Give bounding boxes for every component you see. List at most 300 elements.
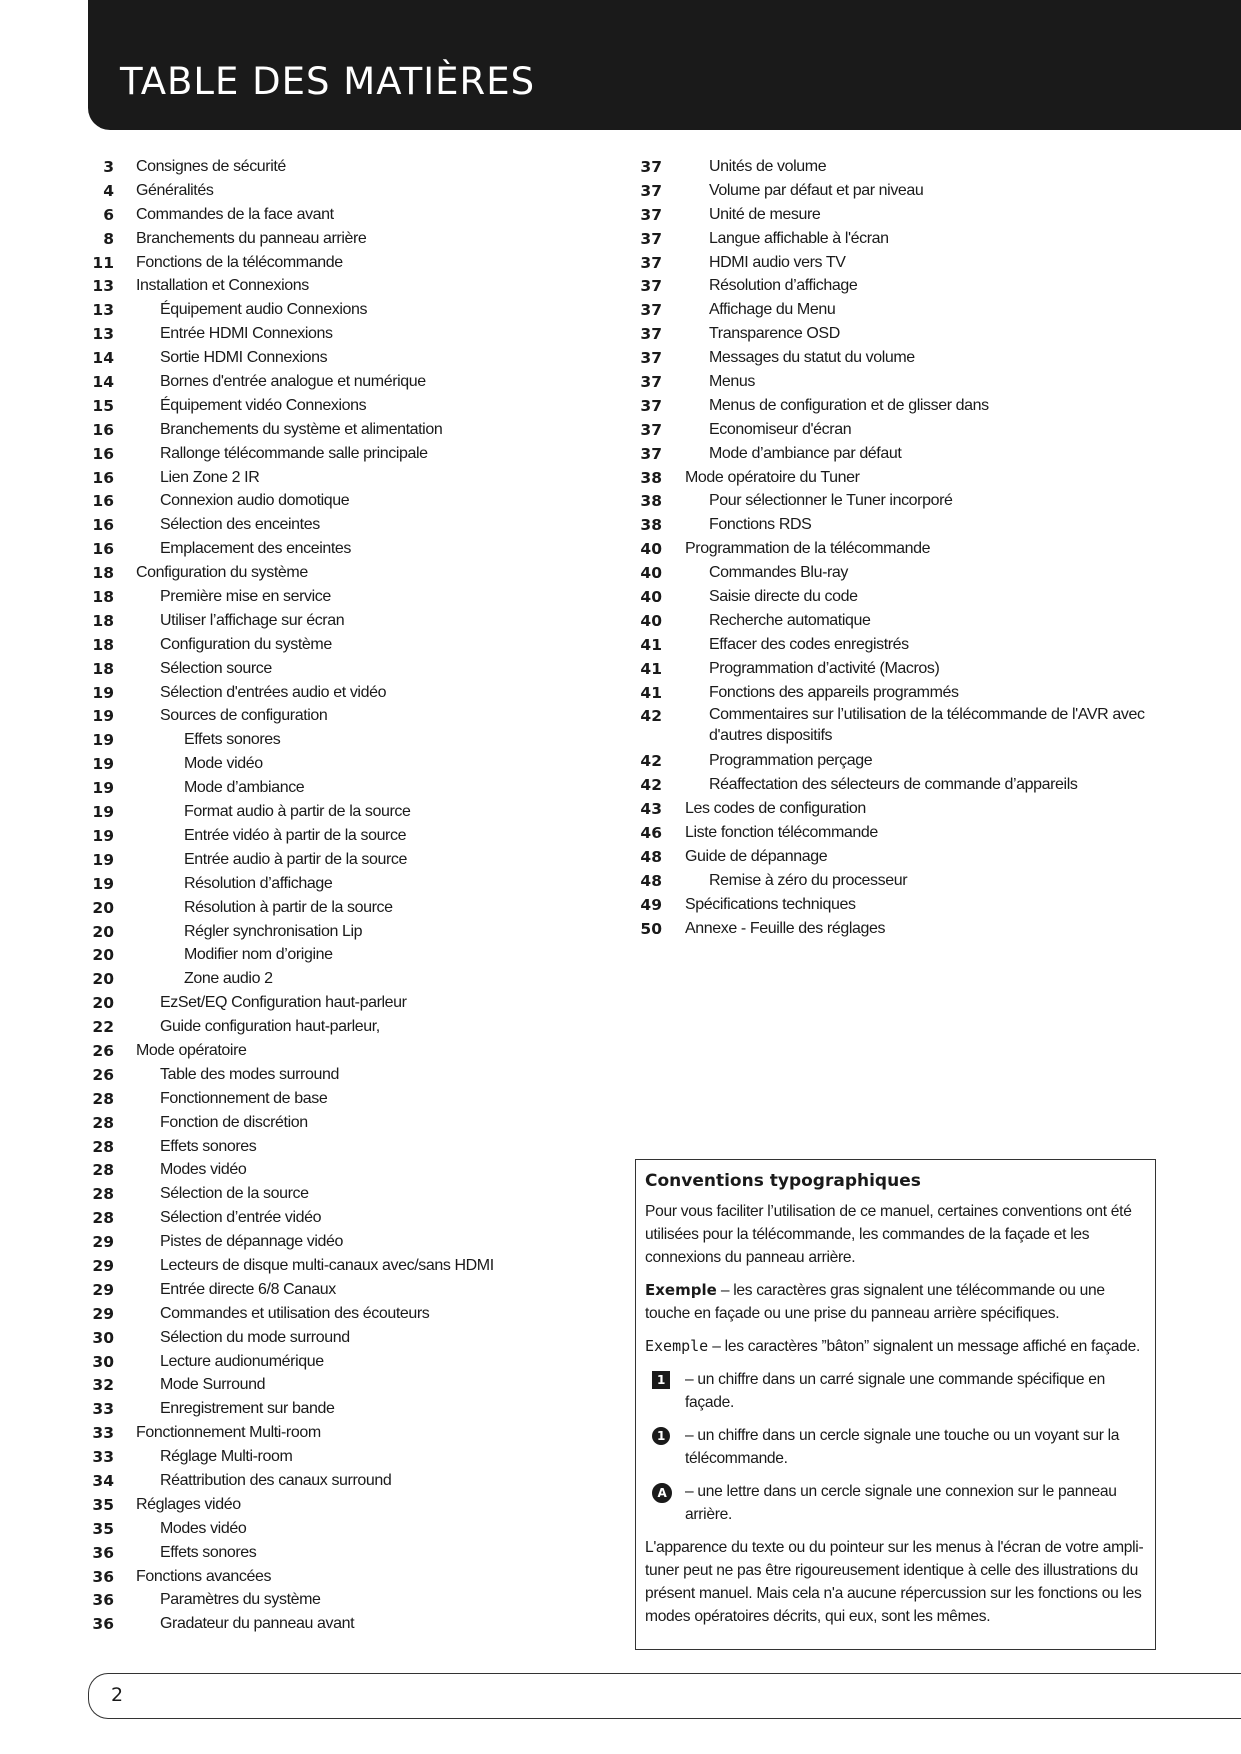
toc-entry[interactable] bbox=[636, 489, 1176, 513]
toc-entry[interactable] bbox=[86, 155, 626, 179]
toc-page-number: 28 bbox=[92, 1161, 114, 1180]
toc-page-number: 19 bbox=[92, 755, 114, 774]
toc-entry-title: Réaffectation des sélecteurs de commande d’appareils bbox=[709, 776, 1078, 794]
toc-entry-title: Gradateur du panneau avant bbox=[160, 1615, 355, 1633]
toc-entry-title: Commentaires sur l’utilisation de la télécommande de l'AVR avec d'autres dispositifs bbox=[709, 706, 1145, 745]
toc-entry[interactable] bbox=[86, 1469, 626, 1493]
toc-entry-title: Economiseur d'écran bbox=[709, 420, 852, 438]
toc-entry-title: Programmation de la télécommande bbox=[685, 540, 931, 558]
toc-entry-title: Commandes et utilisation des écouteurs bbox=[160, 1304, 430, 1322]
toc-page-number: 41 bbox=[640, 683, 662, 702]
toc-page-number: 20 bbox=[92, 898, 114, 917]
toc-entry[interactable] bbox=[86, 824, 626, 848]
toc-page-number: 42 bbox=[640, 707, 662, 726]
toc-entry-title: Généralités bbox=[136, 181, 214, 199]
toc-page-number: 30 bbox=[92, 1352, 114, 1371]
toc-entry[interactable] bbox=[86, 1397, 626, 1421]
toc-page-number: 18 bbox=[92, 564, 114, 583]
toc-entry-title: Installation et Connexions bbox=[136, 277, 309, 295]
toc-page-number: 33 bbox=[92, 1424, 114, 1443]
number-circle-icon: 1 bbox=[652, 1427, 670, 1445]
conventions-title: Conventions typographiques bbox=[645, 1171, 921, 1191]
toc-page-number: 37 bbox=[640, 349, 662, 368]
toc-page-number: 20 bbox=[92, 970, 114, 989]
toc-page-number: 37 bbox=[640, 373, 662, 392]
toc-entry[interactable] bbox=[636, 394, 1176, 418]
toc-page-number: 37 bbox=[640, 205, 662, 224]
toc-entry[interactable] bbox=[86, 728, 626, 752]
toc-entry-title: Pour sélectionner le Tuner incorporé bbox=[709, 492, 953, 510]
toc-page-number: 37 bbox=[640, 396, 662, 415]
toc-entry-title: Affichage du Menu bbox=[709, 301, 836, 319]
toc-entry[interactable] bbox=[86, 1135, 626, 1159]
toc-entry-title: Branchements du panneau arrière bbox=[136, 229, 367, 247]
toc-entry-title: Utiliser l’affichage sur écran bbox=[160, 611, 345, 629]
toc-entry-title: Fonctions de la télécommande bbox=[136, 253, 343, 271]
toc-entry[interactable] bbox=[86, 418, 626, 442]
toc-page-number: 37 bbox=[640, 181, 662, 200]
toc-entry[interactable] bbox=[86, 489, 626, 513]
toc-page-number: 36 bbox=[92, 1567, 114, 1586]
toc-page-number: 29 bbox=[92, 1256, 114, 1275]
toc-page-number: 16 bbox=[92, 468, 114, 487]
toc-page-number: 16 bbox=[92, 492, 114, 511]
toc-entry[interactable] bbox=[86, 513, 626, 537]
toc-entry[interactable] bbox=[86, 1373, 626, 1397]
toc-entry-title: Commandes de la face avant bbox=[136, 205, 334, 223]
toc-page-number: 37 bbox=[640, 325, 662, 344]
toc-entry[interactable] bbox=[86, 179, 626, 203]
toc-entry[interactable] bbox=[636, 681, 1176, 705]
page-footer bbox=[88, 1673, 1241, 1719]
toc-entry[interactable] bbox=[636, 869, 1176, 893]
mono-example-desc: – les caractères ”bâton” signalent un message affiché en façade. bbox=[708, 1338, 1141, 1355]
toc-page-number: 16 bbox=[92, 516, 114, 535]
toc-entry[interactable] bbox=[86, 1230, 626, 1254]
toc-page-number: 49 bbox=[640, 895, 662, 914]
toc-page-number: 48 bbox=[640, 871, 662, 890]
mono-example-label: Exemple bbox=[645, 1337, 709, 1355]
toc-entry-title: Spécifications techniques bbox=[685, 895, 856, 913]
toc-entry-title: Fonctions RDS bbox=[709, 516, 812, 534]
toc-entry[interactable] bbox=[86, 585, 626, 609]
letter-symbol-desc: – une lettre dans un cercle signale une connexion sur le panneau arrière. bbox=[685, 1483, 1117, 1523]
toc-entry[interactable] bbox=[636, 513, 1176, 537]
toc-page-number: 37 bbox=[640, 158, 662, 176]
toc-page-number: 13 bbox=[92, 277, 114, 296]
toc-entry[interactable] bbox=[86, 1493, 626, 1517]
toc-page-number: 19 bbox=[92, 731, 114, 750]
toc-entry-title: Commandes Blu-ray bbox=[709, 564, 849, 582]
toc-entry-title: Zone audio 2 bbox=[184, 970, 273, 988]
toc-page-number: 13 bbox=[92, 301, 114, 320]
toc-entry[interactable] bbox=[636, 203, 1176, 227]
toc-page-number: 33 bbox=[92, 1448, 114, 1467]
toc-entry-title: Mode opératoire bbox=[136, 1041, 247, 1059]
toc-entry[interactable] bbox=[86, 1541, 626, 1565]
toc-entry[interactable] bbox=[636, 704, 1176, 749]
toc-page-number: 41 bbox=[640, 659, 662, 678]
toc-entry[interactable] bbox=[636, 418, 1176, 442]
toc-entry[interactable] bbox=[636, 797, 1176, 821]
toc-entry-title: Réglage Multi-room bbox=[160, 1448, 293, 1466]
toc-page-number: 8 bbox=[103, 229, 114, 248]
toc-entry[interactable] bbox=[86, 466, 626, 490]
toc-entry[interactable] bbox=[86, 561, 626, 585]
toc-entry-title: Mode Surround bbox=[160, 1376, 266, 1394]
toc-entry-title: Programmation perçage bbox=[709, 752, 873, 770]
toc-entry-title: Effacer des codes enregistrés bbox=[709, 635, 909, 653]
toc-entry-title: Saisie directe du code bbox=[709, 588, 858, 606]
toc-entry-title: Emplacement des enceintes bbox=[160, 540, 352, 558]
toc-entry[interactable] bbox=[86, 1302, 626, 1326]
toc-entry-title: Bornes d'entrée analogue et numérique bbox=[160, 373, 426, 391]
toc-entry-title: Sélection des enceintes bbox=[160, 516, 320, 534]
toc-left-column bbox=[86, 155, 626, 1636]
toc-entry-title: Entrée HDMI Connexions bbox=[160, 325, 333, 343]
toc-entry-title: Transparence OSD bbox=[709, 325, 840, 343]
toc-page-number: 20 bbox=[92, 922, 114, 941]
toc-page-number: 18 bbox=[92, 588, 114, 607]
toc-page-number: 37 bbox=[640, 253, 662, 272]
toc-entry[interactable] bbox=[86, 1350, 626, 1374]
toc-entry-title: Unité de mesure bbox=[709, 205, 821, 223]
toc-entry-title: Branchements du système et alimentation bbox=[160, 420, 443, 438]
toc-page-number: 20 bbox=[92, 994, 114, 1013]
toc-page-number: 28 bbox=[92, 1113, 114, 1132]
toc-entry-title: Résolution à partir de la source bbox=[184, 898, 393, 916]
toc-page-number: 29 bbox=[92, 1280, 114, 1299]
toc-entry[interactable] bbox=[636, 845, 1176, 869]
letter-circle-icon: A bbox=[652, 1483, 672, 1503]
toc-entry-title: Mode d’ambiance bbox=[184, 779, 305, 797]
toc-entry-title: Annexe - Feuille des réglages bbox=[685, 919, 886, 937]
square-symbol-desc: – un chiffre dans un carré signale une commande spécifique en façade. bbox=[685, 1371, 1106, 1411]
toc-entry[interactable] bbox=[636, 179, 1176, 203]
toc-entry[interactable] bbox=[86, 1206, 626, 1230]
toc-entry[interactable] bbox=[636, 466, 1176, 490]
toc-entry[interactable] bbox=[86, 537, 626, 561]
toc-page-number: 28 bbox=[92, 1137, 114, 1156]
toc-entry[interactable] bbox=[636, 251, 1176, 275]
letter-symbol-row bbox=[645, 1480, 1145, 1526]
toc-entry[interactable] bbox=[86, 370, 626, 394]
toc-page-number: 16 bbox=[92, 420, 114, 439]
toc-page-number: 38 bbox=[640, 516, 662, 535]
toc-entry-title: Sélection d'entrées audio et vidéo bbox=[160, 683, 387, 701]
toc-entry[interactable] bbox=[636, 274, 1176, 298]
circle-symbol-desc: – un chiffre dans un cercle signale une touche ou un voyant sur la télécommande. bbox=[685, 1427, 1120, 1467]
toc-entry-title: Fonctions des appareils programmés bbox=[709, 683, 959, 701]
toc-entry[interactable] bbox=[86, 1015, 626, 1039]
toc-entry[interactable] bbox=[86, 1039, 626, 1063]
conventions-intro: Pour vous faciliter l’utilisation de ce manuel, certaines conventions ont été utilisées pour la télécommande, les commandes de la façade et les connexions du panneau arrière. bbox=[645, 1203, 1132, 1266]
toc-page-number: 41 bbox=[640, 635, 662, 654]
toc-entry-title: Connexion audio domotique bbox=[160, 492, 350, 510]
toc-entry-title: Fonctions avancées bbox=[136, 1567, 272, 1585]
toc-page-number: 16 bbox=[92, 444, 114, 463]
toc-entry-title: Programmation d’activité (Macros) bbox=[709, 659, 940, 677]
toc-entry[interactable] bbox=[86, 1517, 626, 1541]
toc-entry-title: Configuration du système bbox=[136, 564, 308, 582]
toc-entry-title: Lien Zone 2 IR bbox=[160, 468, 260, 486]
toc-entry-title: Table des modes surround bbox=[160, 1065, 339, 1083]
toc-page-number: 33 bbox=[92, 1400, 114, 1419]
conventions-box bbox=[635, 1159, 1156, 1650]
toc-entry-title: Liste fonction télécommande bbox=[685, 824, 878, 842]
toc-entry[interactable] bbox=[86, 1278, 626, 1302]
toc-page-number: 11 bbox=[92, 253, 114, 272]
toc-entry[interactable] bbox=[636, 298, 1176, 322]
toc-entry[interactable] bbox=[636, 561, 1176, 585]
toc-entry-title: Enregistrement sur bande bbox=[160, 1400, 335, 1418]
toc-page-number: 46 bbox=[640, 824, 662, 843]
toc-page-number: 18 bbox=[92, 635, 114, 654]
toc-entry-title: Modes vidéo bbox=[160, 1519, 247, 1537]
toc-page-number: 36 bbox=[92, 1615, 114, 1634]
page-number: 2 bbox=[111, 1684, 124, 1706]
toc-entry[interactable] bbox=[636, 609, 1176, 633]
page-header bbox=[88, 0, 1241, 130]
toc-page-number: 42 bbox=[640, 776, 662, 795]
toc-entry-title: Effets sonores bbox=[160, 1137, 257, 1155]
toc-entry-title: Mode vidéo bbox=[184, 755, 263, 773]
toc-entry[interactable] bbox=[86, 442, 626, 466]
toc-entry[interactable] bbox=[86, 1445, 626, 1469]
toc-page-number: 19 bbox=[92, 874, 114, 893]
toc-page-number: 40 bbox=[640, 564, 662, 583]
toc-page-number: 37 bbox=[640, 444, 662, 463]
toc-entry[interactable] bbox=[86, 896, 626, 920]
toc-entry[interactable] bbox=[86, 1182, 626, 1206]
toc-entry[interactable] bbox=[636, 633, 1176, 657]
toc-entry-title: Messages du statut du volume bbox=[709, 349, 915, 367]
toc-entry-title: Consignes de sécurité bbox=[136, 158, 286, 175]
toc-entry[interactable] bbox=[86, 298, 626, 322]
toc-entry-title: Effets sonores bbox=[184, 731, 281, 749]
toc-entry[interactable] bbox=[86, 848, 626, 872]
toc-entry[interactable] bbox=[86, 274, 626, 298]
toc-entry[interactable] bbox=[86, 1063, 626, 1087]
toc-entry-title: Résolution d’affichage bbox=[709, 277, 858, 295]
toc-page-number: 37 bbox=[640, 277, 662, 296]
toc-entry[interactable] bbox=[86, 681, 626, 705]
toc-entry-title: Sortie HDMI Connexions bbox=[160, 349, 328, 367]
toc-page-number: 38 bbox=[640, 468, 662, 487]
toc-page-number: 22 bbox=[92, 1018, 114, 1037]
toc-page-number: 19 bbox=[92, 683, 114, 702]
toc-entry[interactable] bbox=[86, 1588, 626, 1612]
toc-page-number: 19 bbox=[92, 826, 114, 845]
circle-symbol-row bbox=[645, 1424, 1145, 1470]
conventions-outro: L'apparence du texte ou du pointeur sur les menus à l'écran de votre ampli-tuner peut ne pas être rigoureusement identique à celle des illustrations du présent manuel. Mais cela n'a aucune répercussion sur les fonctions ou les modes opératoires décrits, qui eux, sont les mêmes. bbox=[645, 1539, 1144, 1625]
toc-entry-title: Sélection d’entrée vidéo bbox=[160, 1209, 322, 1227]
toc-page-number: 48 bbox=[640, 848, 662, 867]
toc-entry-title: Rallonge télécommande salle principale bbox=[160, 444, 428, 462]
toc-entry-title: Équipement vidéo Connexions bbox=[160, 396, 367, 414]
toc-page-number: 3 bbox=[103, 158, 114, 176]
toc-right-column bbox=[636, 155, 1176, 941]
toc-page-number: 26 bbox=[92, 1041, 114, 1060]
toc-entry-title: Entrée audio à partir de la source bbox=[184, 850, 407, 868]
toc-entry[interactable] bbox=[86, 943, 626, 967]
toc-entry-title: Recherche automatique bbox=[709, 611, 871, 629]
toc-entry[interactable] bbox=[86, 920, 626, 944]
toc-page-number: 50 bbox=[640, 919, 662, 938]
toc-entry-title: Fonctionnement Multi-room bbox=[136, 1424, 321, 1442]
toc-page-number: 43 bbox=[640, 800, 662, 819]
toc-page-number: 20 bbox=[92, 946, 114, 965]
toc-entry[interactable] bbox=[86, 1326, 626, 1350]
number-square-icon: 1 bbox=[652, 1371, 670, 1389]
toc-entry[interactable] bbox=[86, 752, 626, 776]
toc-entry-title: Sources de configuration bbox=[160, 707, 328, 725]
toc-entry-title: Mode d’ambiance par défaut bbox=[709, 444, 902, 462]
toc-page-number: 26 bbox=[92, 1065, 114, 1084]
toc-entry-title: Langue affichable à l'écran bbox=[709, 229, 889, 247]
toc-entry[interactable] bbox=[86, 251, 626, 275]
toc-entry[interactable] bbox=[86, 227, 626, 251]
toc-entry[interactable] bbox=[636, 893, 1176, 917]
toc-entry-title: Sélection du mode surround bbox=[160, 1328, 350, 1346]
toc-entry-title: Régler synchronisation Lip bbox=[184, 922, 363, 940]
toc-entry[interactable] bbox=[86, 394, 626, 418]
toc-entry[interactable] bbox=[636, 227, 1176, 251]
toc-page-number: 34 bbox=[92, 1471, 114, 1490]
conventions-bold-example bbox=[645, 1279, 1145, 1325]
toc-entry[interactable] bbox=[636, 537, 1176, 561]
toc-page-number: 35 bbox=[92, 1519, 114, 1538]
toc-entry-title: Entrée vidéo à partir de la source bbox=[184, 826, 407, 844]
toc-entry[interactable] bbox=[86, 346, 626, 370]
toc-entry-title: Entrée directe 6/8 Canaux bbox=[160, 1280, 336, 1298]
toc-entry[interactable] bbox=[86, 609, 626, 633]
toc-page-number: 19 bbox=[92, 803, 114, 822]
toc-entry-title: Sélection de la source bbox=[160, 1185, 309, 1203]
toc-page-number: 6 bbox=[103, 205, 114, 224]
toc-entry[interactable] bbox=[636, 155, 1176, 179]
toc-page-number: 36 bbox=[92, 1543, 114, 1562]
toc-entry[interactable] bbox=[86, 1087, 626, 1111]
toc-page-number: 28 bbox=[92, 1185, 114, 1204]
toc-entry-title: Réattribution des canaux surround bbox=[160, 1471, 392, 1489]
toc-entry-title: Modifier nom d’origine bbox=[184, 946, 333, 964]
toc-entry[interactable] bbox=[86, 800, 626, 824]
toc-entry-title: Paramètres du système bbox=[160, 1591, 321, 1609]
toc-page-number: 29 bbox=[92, 1233, 114, 1252]
toc-entry[interactable] bbox=[636, 773, 1176, 797]
toc-entry[interactable] bbox=[86, 776, 626, 800]
toc-page-number: 38 bbox=[640, 492, 662, 511]
toc-page-number: 18 bbox=[92, 611, 114, 630]
toc-entry-title: Fonction de discrétion bbox=[160, 1113, 308, 1131]
toc-entry-title: Les codes de configuration bbox=[685, 800, 866, 818]
toc-entry-title: Volume par défaut et par niveau bbox=[709, 181, 924, 199]
toc-entry[interactable] bbox=[86, 1565, 626, 1589]
toc-page-number: 19 bbox=[92, 779, 114, 798]
toc-entry[interactable] bbox=[86, 1254, 626, 1278]
square-symbol-row bbox=[645, 1368, 1145, 1414]
toc-entry-title: Sélection source bbox=[160, 659, 272, 677]
toc-entry[interactable] bbox=[636, 322, 1176, 346]
toc-entry-title: Réglages vidéo bbox=[136, 1495, 241, 1513]
toc-page-number: 37 bbox=[640, 301, 662, 320]
toc-entry-title: EzSet/EQ Configuration haut-parleur bbox=[160, 994, 407, 1012]
toc-page-number: 30 bbox=[92, 1328, 114, 1347]
toc-entry[interactable] bbox=[86, 1421, 626, 1445]
toc-entry-title: Lecture audionumérique bbox=[160, 1352, 324, 1370]
toc-entry-title: Effets sonores bbox=[160, 1543, 257, 1561]
toc-page-number: 37 bbox=[640, 420, 662, 439]
toc-entry[interactable] bbox=[86, 657, 626, 681]
toc-entry[interactable] bbox=[86, 1111, 626, 1135]
toc-entry-title: Mode opératoire du Tuner bbox=[685, 468, 860, 486]
toc-page-number: 42 bbox=[640, 752, 662, 771]
toc-page-number: 35 bbox=[92, 1495, 114, 1514]
bold-example-desc: – les caractères gras signalent une télécommande ou une touche en façade ou une prise du panneau arrière spécifiques. bbox=[645, 1282, 1105, 1322]
toc-entry[interactable] bbox=[86, 1612, 626, 1636]
conventions-mono-example bbox=[645, 1335, 1145, 1358]
toc-page-number: 16 bbox=[92, 540, 114, 559]
toc-entry-title: Modes vidéo bbox=[160, 1161, 247, 1179]
toc-entry[interactable] bbox=[636, 585, 1176, 609]
toc-entry-title: Résolution d’affichage bbox=[184, 874, 333, 892]
toc-entry[interactable] bbox=[86, 633, 626, 657]
toc-page-number: 40 bbox=[640, 588, 662, 607]
toc-entry[interactable] bbox=[636, 749, 1176, 773]
toc-page-number: 13 bbox=[92, 325, 114, 344]
toc-entry-title: Menus de configuration et de glisser dans bbox=[709, 396, 989, 414]
toc-entry[interactable] bbox=[86, 704, 626, 728]
toc-entry[interactable] bbox=[636, 657, 1176, 681]
toc-page-number: 15 bbox=[92, 396, 114, 415]
toc-entry[interactable] bbox=[86, 991, 626, 1015]
toc-entry[interactable] bbox=[86, 203, 626, 227]
toc-entry[interactable] bbox=[86, 967, 626, 991]
toc-entry[interactable] bbox=[636, 442, 1176, 466]
toc-page-number: 4 bbox=[103, 181, 114, 200]
toc-entry-title: Remise à zéro du processeur bbox=[709, 871, 908, 889]
toc-entry-title: Menus bbox=[709, 373, 756, 391]
toc-page-number: 19 bbox=[92, 850, 114, 869]
toc-entry-title: Configuration du système bbox=[160, 635, 332, 653]
toc-page-number: 36 bbox=[92, 1591, 114, 1610]
toc-page-number: 37 bbox=[640, 229, 662, 248]
toc-entry-title: Lecteurs de disque multi-canaux avec/sans HDMI bbox=[160, 1256, 494, 1274]
toc-entry-title: Pistes de dépannage vidéo bbox=[160, 1233, 344, 1251]
toc-entry-title: Première mise en service bbox=[160, 588, 331, 606]
toc-entry-title: Fonctionnement de base bbox=[160, 1089, 328, 1107]
toc-entry[interactable] bbox=[636, 917, 1176, 941]
toc-entry[interactable] bbox=[636, 821, 1176, 845]
toc-entry-title: HDMI audio vers TV bbox=[709, 253, 846, 271]
toc-entry[interactable] bbox=[636, 370, 1176, 394]
toc-page-number: 14 bbox=[92, 373, 114, 392]
toc-entry-title: Unités de volume bbox=[709, 158, 827, 175]
toc-page-number: 28 bbox=[92, 1089, 114, 1108]
page-title: TABLE DES MATIÈRES bbox=[120, 60, 536, 103]
toc-entry[interactable] bbox=[86, 322, 626, 346]
toc-entry[interactable] bbox=[86, 872, 626, 896]
toc-page-number: 29 bbox=[92, 1304, 114, 1323]
toc-entry-title: Équipement audio Connexions bbox=[160, 301, 368, 319]
toc-entry-title: Guide configuration haut-parleur, bbox=[160, 1018, 380, 1036]
toc-page-number: 40 bbox=[640, 540, 662, 559]
toc-entry[interactable] bbox=[86, 1158, 626, 1182]
toc-entry[interactable] bbox=[636, 346, 1176, 370]
toc-page-number: 28 bbox=[92, 1209, 114, 1228]
toc-page-number: 19 bbox=[92, 707, 114, 726]
